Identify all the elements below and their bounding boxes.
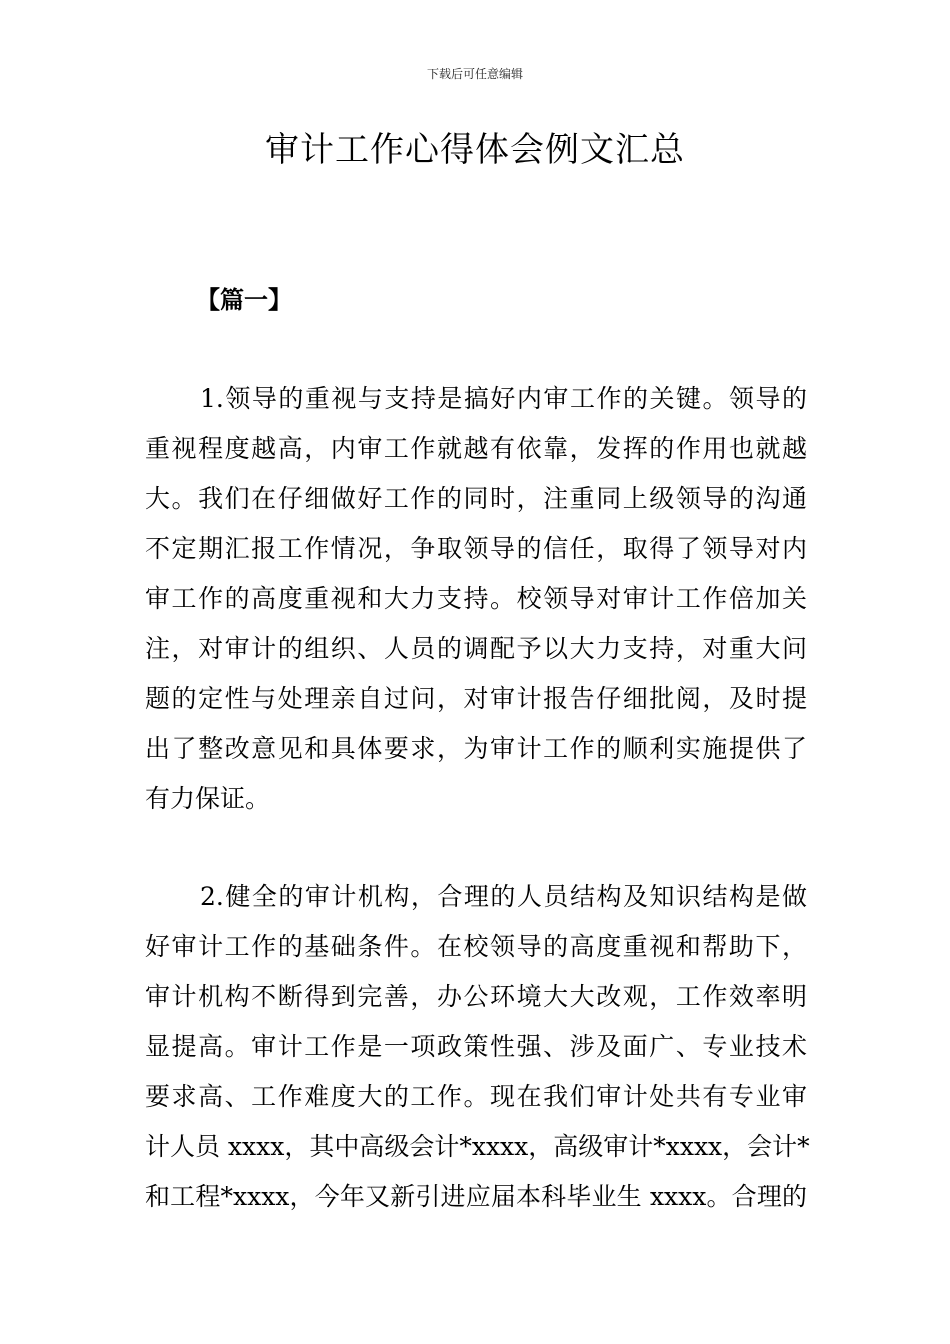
- paragraph-line: 显提高。审计工作是一项政策性强、涉及面广、专业技术: [145, 1032, 807, 1061]
- paragraph-line: 好审计工作的基础条件。在校领导的高度重视和帮助下，: [145, 932, 807, 961]
- paragraph-2: [145, 872, 810, 1222]
- paragraph-line: 大。我们在仔细做好工作的同时，注重同上级领导的沟通: [145, 484, 807, 513]
- paragraph-line: 不定期汇报工作情况，争取领导的信任，取得了领导对内: [145, 534, 807, 563]
- paragraph-line: 题的定性与处理亲自过问，对审计报告仔细批阅，及时提: [145, 684, 807, 713]
- paragraph-line: 2.健全的审计机构，合理的人员结构及知识结构是做: [200, 882, 807, 911]
- paragraph-line: 和工程*xxxx，今年又新引进应届本科毕业生 xxxx。合理的: [145, 1182, 807, 1211]
- section-label: 【篇一】: [196, 286, 292, 314]
- paragraph-1: [145, 374, 807, 824]
- paragraph-line: 重视程度越高，内审工作就越有依靠，发挥的作用也就越: [145, 434, 807, 463]
- header-note: 下载后可任意编辑: [426, 67, 523, 81]
- paragraph-line: 审计机构不断得到完善，办公环境大大改观，工作效率明: [145, 982, 807, 1011]
- document-title: 审计工作心得体会例文汇总: [265, 130, 685, 170]
- paragraph-line: 1.领导的重视与支持是搞好内审工作的关键。领导的: [200, 384, 807, 413]
- paragraph-line: 注，对审计的组织、人员的调配予以大力支持，对重大问: [145, 634, 807, 663]
- paragraph-line: 出了整改意见和具体要求，为审计工作的顺利实施提供了: [145, 734, 807, 763]
- paragraph-line: 有力保证。: [145, 784, 271, 813]
- paragraph-line: 计人员 xxxx，其中高级会计*xxxx，高级审计*xxxx，会计*: [145, 1132, 810, 1161]
- paragraph-line: 审工作的高度重视和大力支持。校领导对审计工作倍加关: [145, 584, 807, 613]
- paragraph-line: 要求高、工作难度大的工作。现在我们审计处共有专业审: [145, 1082, 807, 1111]
